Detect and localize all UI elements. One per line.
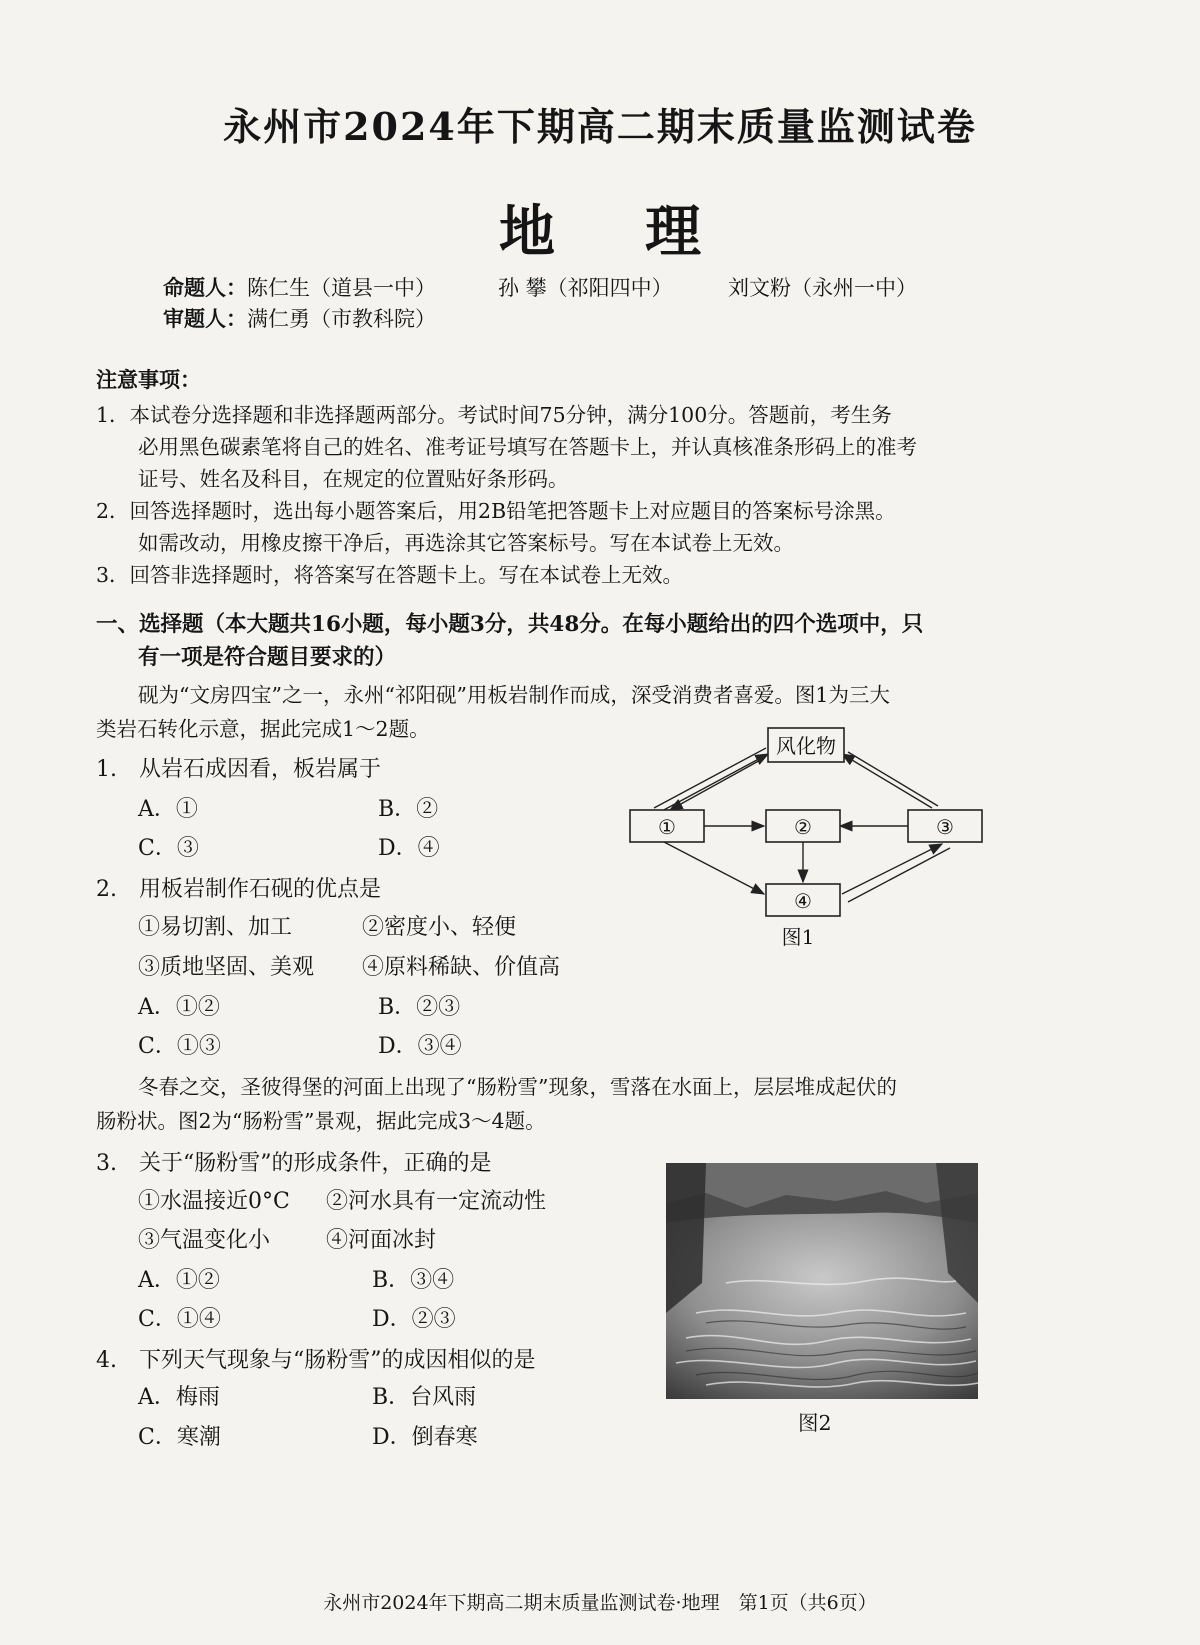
figure-1-rock-cycle-diagram: [620, 722, 990, 952]
q4-option-a: A．梅雨: [138, 1385, 220, 1410]
q3-option-b: B．③④: [372, 1268, 455, 1293]
q2-option-c: C．①③: [138, 1034, 221, 1059]
subject-title: 地理: [499, 199, 791, 265]
note-line-6: 3．回答非选择题时，将答案写在答题卡上。写在本试卷上无效。: [96, 563, 684, 587]
figure-2-caption: 图2: [798, 1411, 832, 1435]
authors-line: [163, 272, 436, 302]
q2-option-b: B．②③: [378, 995, 461, 1020]
q3-item-1: ①水温接近0°C: [138, 1189, 290, 1214]
q3-item-4: ④河面冰封: [326, 1228, 437, 1253]
passage-1-line-2: 类岩石转化示意，据此完成1～2题。: [96, 717, 430, 741]
rock-label-4: ④: [794, 889, 812, 913]
note-line-2: 必用黑色碳素笔将自己的姓名、准考证号填写在答题卡上，并认真核准条形码上的准考: [138, 435, 917, 459]
passage-1-line-1: 砚为“文房四宝”之一，永州“祁阳砚”用板岩制作而成，深受消费者喜爱。图1为三大: [138, 683, 890, 707]
section-heading-line-1: 一、选择题（本大题共16小题，每小题3分，共48分。在每小题给出的四个选项中，只: [96, 612, 924, 637]
q3-option-d: D．②③: [372, 1307, 456, 1332]
q1-option-b: B．②: [378, 797, 439, 822]
figure-2-snow-river-photo: [666, 1163, 978, 1399]
exam-title: 永州市2024年下期高二期末质量监测试卷: [223, 104, 977, 149]
note-line-5: 如需改动，用橡皮擦干净后，再选涂其它答案标号。写在本试卷上无效。: [138, 531, 794, 555]
passage-2-line-2: 肠粉状。图2为“肠粉雪”景观，据此完成3～4题。: [96, 1109, 546, 1133]
q3-item-3: ③气温变化小: [138, 1228, 271, 1253]
q3-option-c: C．①④: [138, 1307, 221, 1332]
author-2: 孙 攀（祁阳四中）: [498, 276, 673, 300]
question-3-stem: 3. 关于“肠粉雪”的形成条件，正确的是: [96, 1151, 492, 1176]
note-line-1: 1．本试卷分选择题和非选择题两部分。考试时间75分钟，满分100分。答题前，考生务: [96, 403, 892, 427]
question-1-stem: 1. 从岩石成因看，板岩属于: [96, 757, 381, 782]
section-heading-line-2: 有一项是符合题目要求的）: [138, 645, 397, 670]
rock-label-1: ①: [658, 815, 676, 839]
q2-item-2: ②密度小、轻便: [362, 915, 517, 940]
authors-label: 命题人：: [163, 275, 247, 300]
q2-item-3: ③质地坚固、美观: [138, 955, 315, 980]
question-2-stem: 2. 用板岩制作石砚的优点是: [96, 877, 381, 902]
rock-label-2: ②: [794, 815, 812, 839]
question-4-stem: 4. 下列天气现象与“肠粉雪”的成因相似的是: [96, 1348, 536, 1373]
notes-heading: 注意事项：: [96, 367, 201, 392]
q2-option-d: D．③④: [378, 1034, 462, 1059]
q1-option-c: C．③: [138, 836, 199, 861]
page-footer: 永州市2024年下期高二期末质量监测试卷·地理 第1页（共6页）: [323, 1592, 877, 1614]
q1-option-a: A．①: [138, 797, 198, 822]
q3-item-2: ②河水具有一定流动性: [326, 1189, 547, 1214]
rock-label-3: ③: [936, 815, 954, 839]
note-line-4: 2．回答选择题时，选出每小题答案后，用2B铅笔把答题卡上对应题目的答案标号涂黑。: [96, 499, 896, 523]
note-line-3: 证号、姓名及科目，在规定的位置贴好条形码。: [138, 467, 569, 491]
reviewer: 满仁勇（市教科院）: [247, 307, 436, 331]
q2-item-4: ④原料稀缺、价值高: [362, 955, 561, 980]
q4-option-b: B．台风雨: [372, 1385, 477, 1410]
reviewer-line: [163, 303, 436, 333]
q4-option-d: D．倒春寒: [372, 1425, 478, 1450]
reviewer-label: 审题人：: [163, 306, 247, 331]
weathering-label: 风化物: [776, 734, 836, 758]
author-1: 陈仁生（道县一中）: [247, 276, 436, 300]
q3-option-a: A．①②: [138, 1268, 220, 1293]
q2-option-a: A．①②: [138, 995, 220, 1020]
q2-item-1: ①易切割、加工: [138, 915, 293, 940]
q4-option-c: C．寒潮: [138, 1425, 221, 1450]
author-3: 刘文粉（永州一中）: [728, 276, 917, 300]
q1-option-d: D．④: [378, 836, 440, 861]
figure-1-caption: 图1: [781, 925, 815, 949]
passage-2-line-1: 冬春之交，圣彼得堡的河面上出现了“肠粉雪”现象，雪落在水面上，层层堆成起伏的: [138, 1075, 897, 1099]
